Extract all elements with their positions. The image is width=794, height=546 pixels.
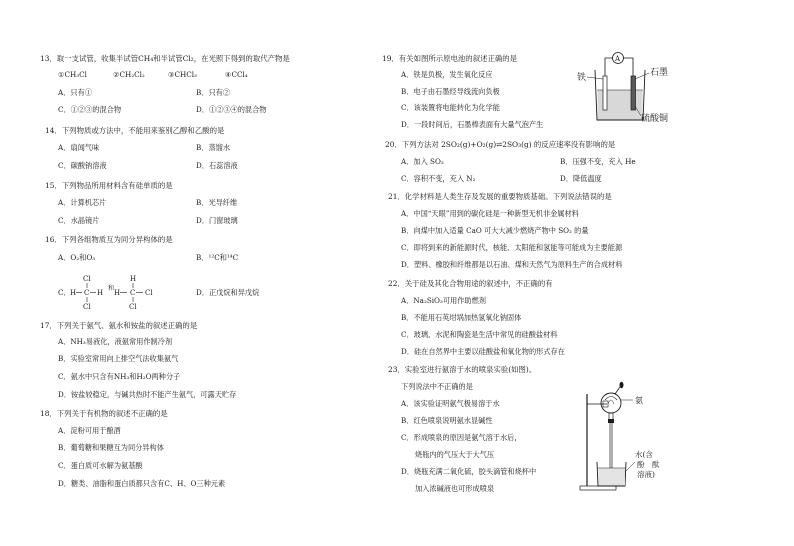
q23-option-b: B．红色喷泉说明氨水显碱性 xyxy=(401,416,493,425)
q20-option-d: D．降低温度 xyxy=(560,174,602,183)
q22-option-c: C．玻璃、水泥和陶瓷是生活中常见的硅酸盐材料 xyxy=(401,330,558,339)
q17-option-d: D．铵盐较稳定，与碱共热时不能产生氨气，可露天贮存 xyxy=(58,390,237,399)
q17-option-b: B．实验室常用向上排空气法收集氨气 xyxy=(58,354,179,363)
q19-option-a: A．铁是负极，发生氧化反应 xyxy=(401,70,493,79)
q21-option-c: C．即将到来的新能源时代，核能、太阳能和氢能等可能成为主要能源 xyxy=(401,243,623,252)
water-label-line2: 酚 酞 xyxy=(637,460,660,469)
q15-option-a: A．计算机芯片 xyxy=(58,198,107,207)
formula1-cl-top: Cl xyxy=(83,275,91,283)
water-label-line1: 水(含 xyxy=(635,450,653,459)
q15-option-c: C．水晶镜片 xyxy=(58,216,100,225)
q13-item-1: ①CH₃Cl xyxy=(58,70,87,79)
water-label-line3: 溶液) xyxy=(637,470,655,479)
q13-option-c: C．①②③的混合物 xyxy=(58,105,122,114)
formula1-cl-bottom: Cl xyxy=(83,303,91,311)
graphite-label: 石墨 xyxy=(650,68,669,78)
q13-item-3: ③CHCl₃ xyxy=(168,70,197,79)
q17-stem: 17．下列关于氨气、氨水和铵盐的叙述正确的是 xyxy=(40,321,198,330)
q14-option-c: C．碳酸钠溶液 xyxy=(58,161,107,170)
q19-stem: 19．有关如图所示原电池的叙述正确的是 xyxy=(382,54,518,63)
formula1-h-right: H xyxy=(97,289,104,297)
q17-option-c: C．氨水中只含有NH₃和H₂O两种分子 xyxy=(58,372,181,381)
q15-option-d: D．门窗玻璃 xyxy=(196,216,238,225)
q16-option-c-label: C． xyxy=(58,288,71,297)
q15-stem: 15．下列物品所用材料含有硅单质的是 xyxy=(45,181,173,190)
formula1-h-left: H xyxy=(70,289,77,297)
q18-option-c: C．蛋白质可水解为氨基酸 xyxy=(58,461,143,470)
formula1-c: C xyxy=(84,289,90,297)
q19-option-c: C．该装置将电能转化为化学能 xyxy=(401,103,500,112)
q21-option-a: A．中国“天眼”用到的碳化硅是一种新型无机非金属材料 xyxy=(401,209,579,218)
q22-option-d: D．硅在自然界中主要以硅酸盐和氧化物的形式存在 xyxy=(401,347,565,356)
q21-stem: 21．化学材料是人类生存及发展的重要物质基础。下列说法错误的是 xyxy=(388,192,612,201)
q22-option-a: A．Na₂SiO₃可用作助燃剂 xyxy=(401,296,486,305)
q18-stem: 18．下列关于有机物的叙述不正确的是 xyxy=(40,409,168,418)
copper-sulfate-label: 硫酸铜 xyxy=(641,114,669,124)
q21-option-d: D．塑料、橡胶和纤维都是以石油、煤和天然气为原料生产的合成材料 xyxy=(401,260,623,269)
q14-stem: 14．下列物质或方法中，不能用来鉴别乙醇和乙酸的是 xyxy=(45,126,225,135)
q23-stem: 23．实验室进行氨溶于水的喷泉实验(如图)。 xyxy=(388,365,537,374)
q14-option-b: B．蒸馏水 xyxy=(196,143,231,152)
q16-option-d: D．正戊烷和异戊烷 xyxy=(196,288,260,297)
ammeter-label: A xyxy=(615,55,621,63)
q19-option-b: B．电子由石墨经导线流向负极 xyxy=(401,87,500,96)
q23-option-d: D．烧瓶充满二氧化硫，胶头滴管和烧杯中 xyxy=(401,467,537,476)
q13-option-d: D．①②③④的混合物 xyxy=(196,105,267,114)
q16-structural-formulas xyxy=(70,274,175,312)
q23-option-d-cont: 加入浓碱液也可形成喷泉 xyxy=(415,484,495,493)
q23-option-c-cont: 烧瓶内的气压大于大气压 xyxy=(415,450,495,459)
q17-option-a: A．NH₃易液化，液氨常用作制冷剂 xyxy=(58,337,173,346)
q22-option-b: B．不能用石英坩埚加热氢氧化钠固体 xyxy=(401,313,522,322)
q18-option-a: A．淀粉可用于酿酒 xyxy=(58,426,121,435)
galvanic-cell-figure xyxy=(575,48,675,126)
formula2-c: C xyxy=(130,289,136,297)
q22-stem: 22．关于硅及其化合物用途的叙述中，不正确的有 xyxy=(388,279,553,288)
formula2-cl: Cl xyxy=(145,289,153,297)
q16-option-a: A．O₂和O₃ xyxy=(58,253,96,262)
q15-option-b: B．光导纤维 xyxy=(196,198,238,207)
q18-option-b: B．葡萄糖和果糖互为同分异构体 xyxy=(58,443,164,452)
q20-option-b: B．压强不变，充入 He xyxy=(560,157,636,166)
q18-option-d: D．糖类、油脂和蛋白质都只含有C、H、O三种元素 xyxy=(58,479,226,488)
fountain-experiment-figure xyxy=(575,380,693,498)
q13-item-2: ②CH₂Cl₂ xyxy=(113,70,145,79)
formula2-h-top: H xyxy=(130,275,137,283)
q13-option-a: A．只有① xyxy=(58,88,92,97)
q14-option-a: A．扇闻气味 xyxy=(58,143,100,152)
q20-option-a: A．加入 SO₃ xyxy=(401,157,444,166)
q16-stem: 16．下列各组物质互为同分异构体的是 xyxy=(45,235,173,244)
q23-subtitle: 下列说法中不正确的是 xyxy=(401,382,473,391)
q23-option-c: C．形成喷泉的原因是氨气溶于水后， xyxy=(401,433,522,442)
q20-stem: 20．下列方法对 2SO₂(g)+O₂(g)⇌2SO₃(g) 的反应速率没有影响的是 xyxy=(385,140,616,149)
formula2-cl-bottom: Cl xyxy=(129,303,137,311)
q13-item-4: ④CCl₄ xyxy=(225,70,248,79)
q23-option-a: A．该实验证明氨气极易溶于水 xyxy=(401,399,500,408)
q21-option-b: B．向煤中加入适量 CaO 可大大减少燃烧产物中 SO₂ 的量 xyxy=(401,226,589,235)
q13-option-b: B．只有② xyxy=(196,88,231,97)
q19-option-d: D．一段时间后，石墨棒表面有大量气泡产生 xyxy=(401,120,544,129)
q16-option-b: B．¹²C和¹⁴C xyxy=(196,253,239,262)
iron-label: 铁 xyxy=(577,73,587,83)
formula2-h-left: H xyxy=(114,289,121,297)
q14-option-d: D．石蕊溶液 xyxy=(196,161,238,170)
q13-stem: 13．取一支试管，收集半试管CH₄和半试管Cl₂，在光照下得到的取代产物是 xyxy=(40,54,290,63)
q20-option-c: C．容积不变，充入 N₂ xyxy=(401,174,476,183)
formula-and: 和 xyxy=(108,285,115,292)
ammonia-label: 氨 xyxy=(635,396,643,405)
